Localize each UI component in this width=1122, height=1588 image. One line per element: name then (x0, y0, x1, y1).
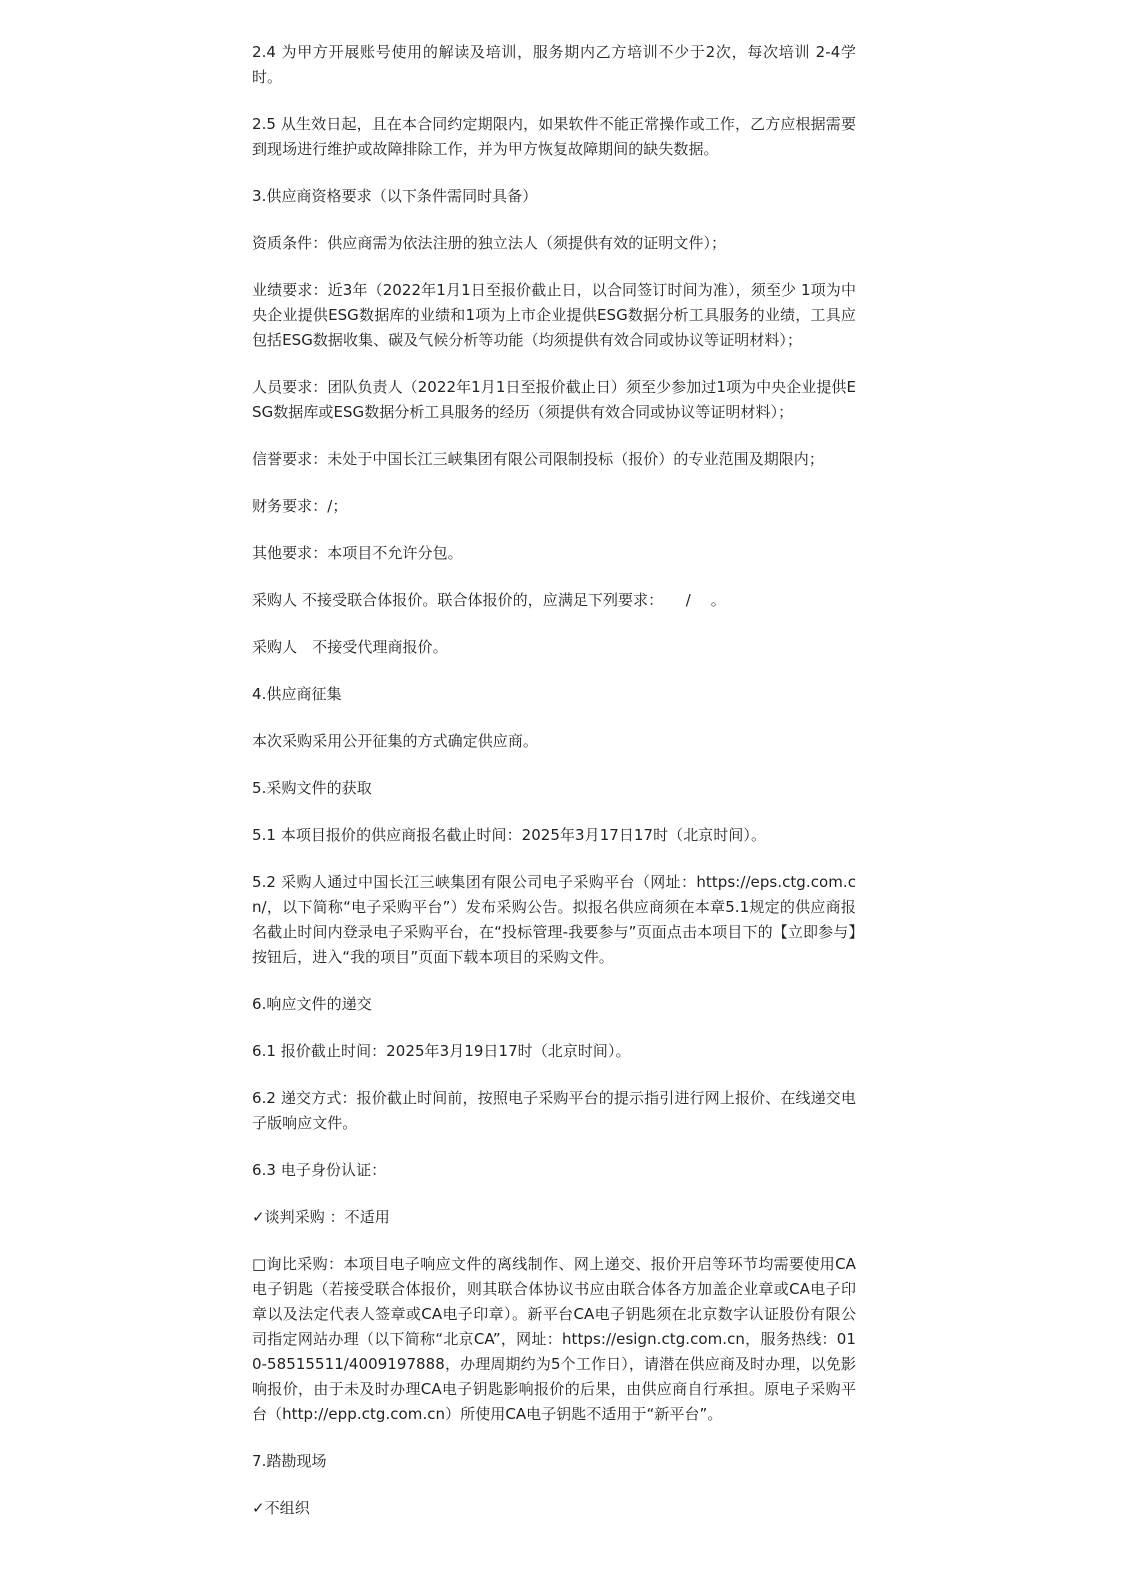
paragraph-5-1: 5.1 本项目报价的供应商报名截止时间：2025年3月17日17时（北京时间）。 (252, 826, 767, 844)
section-heading-3: 3.供应商资格要求（以下条件需同时具备） (252, 187, 538, 205)
financial-requirement: 财务要求：/； (252, 497, 348, 515)
personnel-requirement: 人员要求：团队负责人（2022年1月1日至报价截止日）须至少参加过1项为中央企业提供ESG数据库或ESG数据分析工具服务的经历（须提供有效合同或协议等证明材料）； (252, 378, 856, 421)
agent-statement: 采购人 不接受代理商报价。 (252, 638, 448, 656)
paragraph-5-2: 5.2 采购人通过中国长江三峡集团有限公司电子采购平台（网址：https://eps.ctg.com.cn/，以下简称“电子采购平台”）发布采购公告。拟报名供应商须在本章5.1规定的供应商报名截止时间内登录电子采购平台，在“投标管理-我要参与”页面点击本项目下的【立即参与】按钮后，进入“我的项目”页面下载本项目的采购文件。 (252, 873, 856, 966)
section-heading-7: 7.踏勘现场 (252, 1452, 327, 1470)
paragraph-6-2: 6.2 递交方式：报价截止时间前，按照电子采购平台的提示指引进行网上报价、在线递交电子版响应文件。 (252, 1089, 856, 1132)
section-heading-6: 6.响应文件的递交 (252, 995, 372, 1013)
site-visit-option: ✓不组织 (252, 1499, 310, 1517)
negotiation-option: ✓谈判采购 ：不适用 (252, 1208, 390, 1226)
supplier-collection-text: 本次采购采用公开征集的方式确定供应商。 (252, 732, 538, 750)
paragraph-6-1: 6.1 报价截止时间：2025年3月19日17时（北京时间）。 (252, 1042, 631, 1060)
paragraph-2-5: 2.5 从生效日起，且在本合同约定期限内，如果软件不能正常操作或工作，乙方应根据需要到现场进行维护或故障排除工作，并为甲方恢复故障期间的缺失数据。 (252, 115, 856, 158)
section-heading-5: 5.采购文件的获取 (252, 779, 372, 797)
paragraph-2-4: 2.4 为甲方开展账号使用的解读及培训，服务期内乙方培训不少于2次，每次培训 2-4学时。 (252, 43, 856, 86)
paragraph-6-3: 6.3 电子身份认证： (252, 1161, 387, 1179)
section-heading-4: 4.供应商征集 (252, 685, 342, 703)
credit-requirement: 信誉要求：未处于中国长江三峡集团有限公司限制投标（报价）的专业范围及期限内； (252, 450, 824, 468)
other-requirement: 其他要求：本项目不允许分包。 (252, 544, 463, 562)
document-page (252, 40, 856, 1543)
qualification-requirement: 资质条件：供应商需为依法注册的独立法人（须提供有效的证明文件）； (252, 234, 727, 252)
inquiry-option: □询比采购：本项目电子响应文件的离线制作、网上递交、报价开启等环节均需要使用CA电子钥匙（若接受联合体报价，则其联合体协议书应由联合体各方加盖企业章或CA电子印章以及法定代表人签章或CA电子印章）。新平台CA电子钥匙须在北京数字认证股份有限公司指定网站办理（以下简称“北京CA”，网址：https://esign.ctg.com.cn，服务热线：010-58515511/4009197888，办理周期约为5个工作日），请潜在供应商及时办理，以免影响报价，由于未及时办理CA电子钥匙影响报价的后果，由供应商自行承担。原电子采购平台（http://epp.ctg.com.cn）所使用CA电子钥匙不适用于“新平台”。 (252, 1255, 856, 1423)
performance-requirement: 业绩要求：近3年（2022年1月1日至报价截止日，以合同签订时间为准），须至少 1项为中央企业提供ESG数据库的业绩和1项为上市企业提供ESG数据分析工具服务的业绩，工具应包括ESG数据收集、碳及气候分析等功能（均须提供有效合同或协议等证明材料）； (252, 281, 856, 349)
consortium-statement: 采购人 不接受联合体报价。联合体报价的，应满足下列要求： / 。 (252, 591, 726, 609)
